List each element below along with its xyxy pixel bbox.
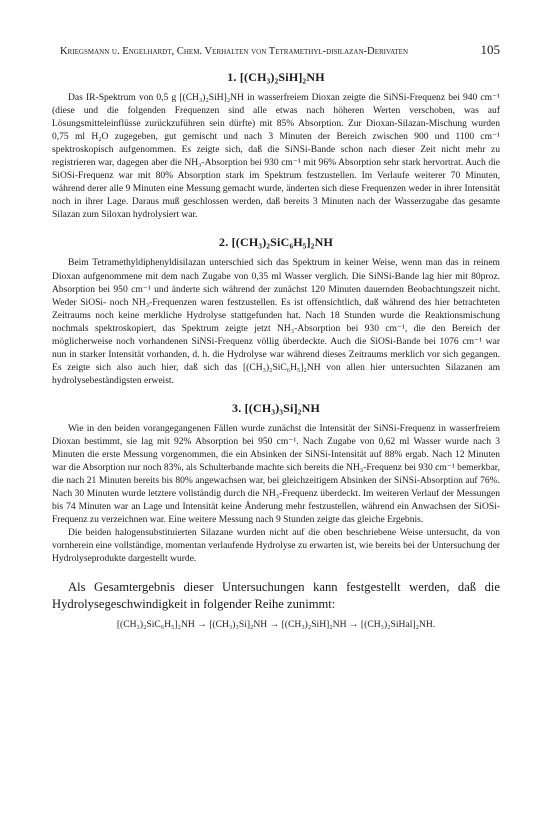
section-3 (52, 401, 500, 566)
section-heading: 1. [(CH₃)₂SiH]₂NH (227, 70, 325, 84)
section-heading: 2. [(CH₃)₂SiC₆H₅]₂NH (219, 235, 333, 250)
section-heading: 3. [(CH₃)₃Si]₂NH (232, 400, 320, 415)
page-number: 105 (480, 42, 500, 57)
paragraph: Wie in den beiden vorangegangenen Fällen wurde zunächst die Intensität der SiNSi-Frequenz in wasserfreiem Dioxan bestimmt, sie lag mit 92% Absorption bei 950 cm⁻¹. Nach Zugabe von 0,62 ml Wasser wurde nach 3 Minuten die erste Messung vorgenommen, die ein Absinken der SiNSi-Intensität auf 88% ergab. Nach 12 Minuten war die Absorption nur noch 83%, als Schulterbande machte sich bereits die NH₃-Frequenz bei 930 cm⁻¹ bemerkbar, die nach 21 Minuten bereits bis 80% angewachsen war, bei gleichzeitigem Absinken der SiNSi-Absorption auf 76%. Nach 30 Minuten wurde letztere vollständig durch die NH₃-Frequenz überdeckt. Im weiteren Verlauf der Messungen bis 74 Minuten war an Lage und Intensität keine Änderung mehr festzustellen, während ein Anwachsen der SiOSi-Frequenz zu verzeichnen war. Eine weitere Messung nach 9 Stunden zeigte das gleiche Ergebnis. (52, 422, 500, 526)
reaction-series-formula: [(CH₃)₂SiC₆H₅]₂NH → [(CH₃)₃Si]₂NH → [(CH₃)₂SiH]₂NH → [(CH₃)₂SiHal]₂NH. (116, 619, 436, 631)
paragraph: Die beiden halogensubstituierten Silazane wurden nicht auf die oben beschriebene Weise untersucht, da von vornherein eine vollständige, momentan verlaufende Hydrolyse zu erwarten ist, wie bereits bei der Untersuchung der Hydrolyseprodukte dargestellt wurde. (52, 527, 500, 565)
page-header (52, 42, 500, 58)
section-2 (52, 235, 500, 386)
running-title: Kriegsmann u. Engelhardt, Chem. Verhalten von Tetramethyl-disilazan-Derivaten (60, 46, 409, 57)
paragraph: Das IR-Spektrum von 0,5 g [(CH₃)₂SiH]₂NH in wasserfreiem Dioxan zeigte die SiNSi-Frequenz bei 940 cm⁻¹ (diese und die folgenden Frequenzen sind alle etwas nach höheren Werten verschoben, was auf Lösungsmitteleinflüsse zurückzuführen sein dürfte) mit 85% Absorption. Zur Dioxan-Silazan-Mischung wurden 0,75 ml H₂O zugegeben, gut gemischt und nach 3 Minuten der Bereich zwischen 900 und 1100 cm⁻¹ spektroskopisch aufgenommen. Es zeigte sich, daß die SiNSi-Bande schon nach dieser Zeit nicht mehr zu registrieren war, dagegen aber die NH₃-Absorption bei 930 cm⁻¹ mit 96% Absorption sehr stark hervortrat. Auch die SiOSi-Frequenz war mit 80% Absorption stark im Spektrum festzustellen. Im Verlaufe weiterer 70 Minuten, während derer alle 9 Minuten eine Messung gemacht wurde, änderten sich diese Frequenzen weder in ihrer Intensität noch in ihrer Lage. Daraus muß geschlossen werden, daß bereits 3 Minuten nach der Wasserzugabe das gesamte Silazan zum Siloxan hydrolysiert war. (52, 92, 500, 221)
section-1 (52, 70, 500, 221)
paragraph: Beim Tetramethyldiphenyldisilazan unterschied sich das Spektrum in keiner Weise, wenn man das in reinem Dioxan aufgenommene mit dem nach Zugabe von 0,35 ml Wasser verglich. Die SiNSi-Bande lag hier mit 80proz. Absorption bei 950 cm⁻¹ und änderte sich während der zunächst 120 Minuten dauernden Beobachtungszeit nicht. Weder SiOSi- noch NH₃-Frequenzen waren festzustellen. Es ist offensichtlich, daß während des hier betrachteten Zeitraums noch keine merkliche Hydrolyse stattgefunden hat. Nach 18 Stunden wurde die Reaktionsmischung nochmals spektroskopiert, das Spektrum zeigte jetzt NH₃-Absorption bei 930 cm⁻¹, die den Bereich der möglicherweise noch vorhandenen SiNSi-Frequenz völlig überdeckte. Auch die SiOSi-Bande bei 1076 cm⁻¹ war nun in starker Intensität vorhanden, d. h. die Hydrolyse war während dieses Zeitraums merklich vor sich gegangen. Es zeigte sich also auch hier, daß sich das [(CH₃)₂SiC₆H₅]₂NH von allen hier untersuchten Silazanen am hydrolysebeständigsten erweist. (52, 257, 500, 386)
summary-text: Als Gesamtergebnis dieser Untersuchungen kann festgestellt werden, daß die Hydrolysegeschwindigkeit in folgender Reihe zunimmt: (52, 580, 500, 612)
